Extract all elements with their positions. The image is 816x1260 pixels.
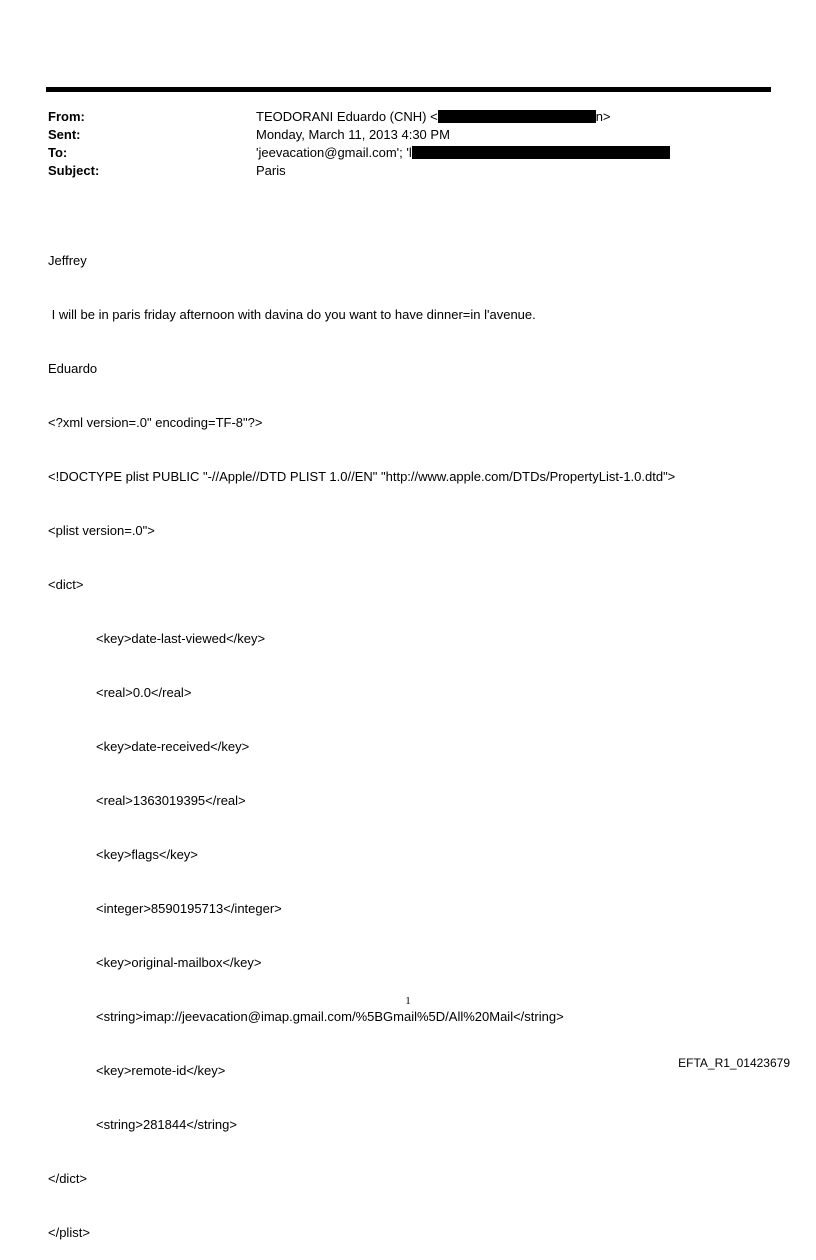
dict-line: <key>date-received</key> — [96, 739, 250, 754]
body-line: <?xml version=.0" encoding=TF-8"?> — [48, 415, 263, 430]
sent-row — [48, 126, 748, 144]
body-line: <plist version=.0"> — [48, 523, 155, 538]
from-value — [256, 108, 748, 126]
body-line: <dict> — [48, 577, 84, 592]
email-body — [48, 216, 768, 1260]
closing-line: </dict> — [48, 1171, 88, 1186]
dict-line: <string>imap://jeevacation@imap.gmail.com/%5BGmail%5D/All%20Mail</string> — [96, 1009, 564, 1024]
to-value-prefix: 'jeevacation@gmail.com'; 'l — [256, 145, 412, 160]
dict-line: <key>flags</key> — [96, 847, 198, 862]
subject-row — [48, 162, 748, 180]
dict-line: <string>281844</string> — [96, 1117, 237, 1132]
document-id: EFTA_R1_01423679 — [678, 1056, 790, 1070]
dict-line: <integer>8590195713</integer> — [96, 901, 282, 916]
top-divider — [46, 87, 771, 92]
from-label: From: — [48, 109, 85, 124]
closing-line: </plist> — [48, 1225, 90, 1240]
email-header — [48, 108, 748, 180]
body-line: I will be in paris friday afternoon with davina do you want to have dinner=in l'avenue. — [48, 307, 536, 322]
sent-value: Monday, March 11, 2013 4:30 PM — [256, 127, 450, 142]
from-value-prefix: TEODORANI Eduardo (CNH) < — [256, 109, 438, 124]
sent-label: Sent: — [48, 127, 81, 142]
to-label: To: — [48, 145, 68, 160]
dict-line: <key>remote-id</key> — [96, 1063, 226, 1078]
to-row — [48, 144, 748, 162]
redaction-block — [412, 146, 670, 159]
body-line: Eduardo — [48, 361, 98, 376]
body-line: Jeffrey — [48, 253, 87, 268]
subject-label: Subject: — [48, 163, 100, 178]
body-line: <!DOCTYPE plist PUBLIC "-//Apple//DTD PLIST 1.0//EN" "http://www.apple.com/DTDs/PropertyList-1.0.dtd"> — [48, 469, 676, 484]
to-value — [256, 144, 748, 162]
subject-value: Paris — [256, 163, 286, 178]
dict-line: <real>1363019395</real> — [96, 793, 246, 808]
dict-line: <key>original-mailbox</key> — [96, 955, 262, 970]
dict-line: <real>0.0</real> — [96, 685, 192, 700]
from-value-suffix: n> — [595, 109, 611, 124]
redaction-block — [438, 110, 596, 123]
from-row — [48, 108, 748, 126]
dict-line: <key>date-last-viewed</key> — [96, 631, 266, 646]
page-number: 1 — [405, 995, 411, 1007]
